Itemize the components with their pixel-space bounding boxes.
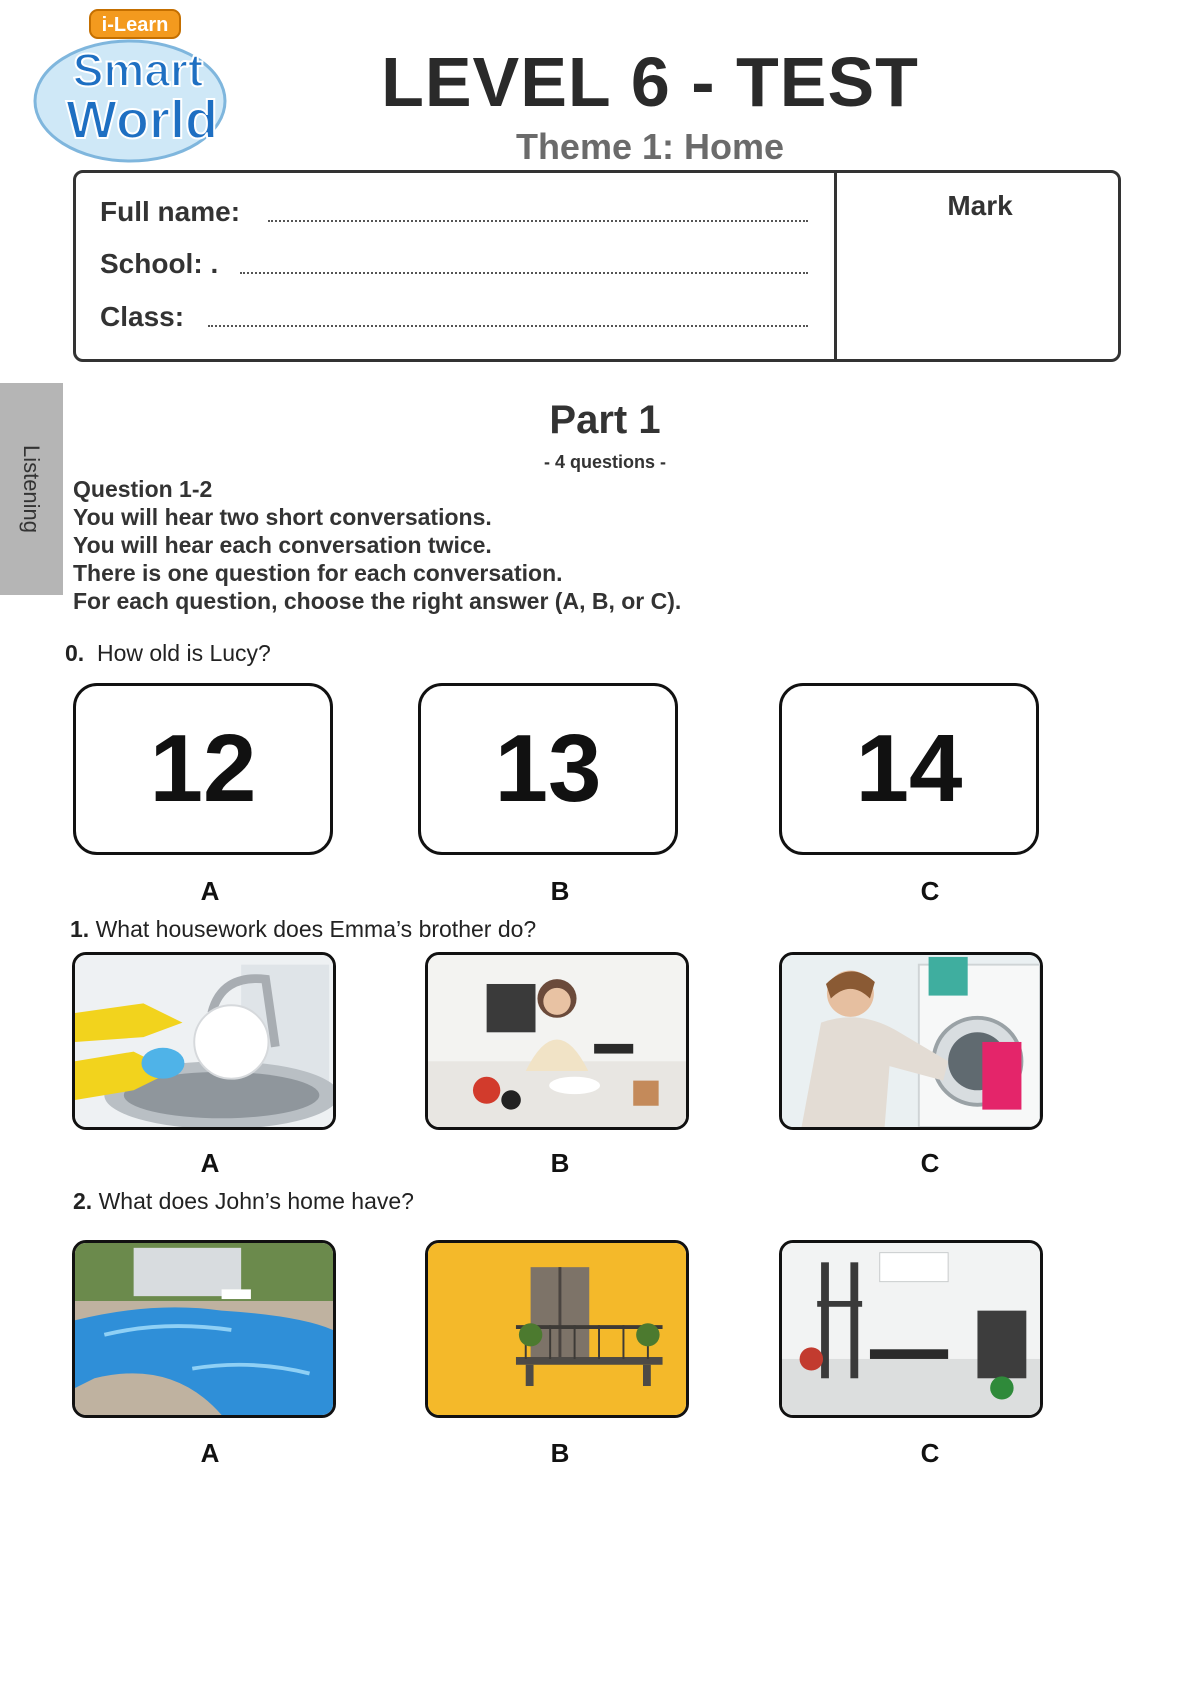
instruction-line: For each question, choose the right answer (A, B, or C). xyxy=(73,588,682,614)
class-label: Class: xyxy=(100,301,185,332)
question-text: What does John’s home have? xyxy=(98,1188,414,1214)
page-title: LEVEL 6 - TEST xyxy=(381,43,919,121)
instruction-line: You will hear two short conversations. xyxy=(73,504,492,530)
school-label: School: . xyxy=(100,248,219,279)
instructions-heading: Question 1-2 xyxy=(73,476,213,502)
part-subtitle: - 4 questions - xyxy=(543,452,666,472)
cooking-image[interactable] xyxy=(425,952,689,1130)
mark-label: Mark xyxy=(947,190,1013,221)
question-number: 2. xyxy=(73,1188,93,1214)
option-a-letter: A xyxy=(200,876,220,906)
info-box-divider xyxy=(834,170,837,362)
doing-laundry-image[interactable] xyxy=(779,952,1043,1130)
balcony-image[interactable] xyxy=(425,1240,689,1418)
school-field[interactable] xyxy=(240,272,808,274)
full-name-field[interactable] xyxy=(268,220,808,222)
option-b-letter: B xyxy=(550,1148,570,1178)
option-b-letter: B xyxy=(550,1438,570,1468)
instruction-line: You will hear each conversation twice. xyxy=(73,532,492,558)
option-a-letter: A xyxy=(200,1148,220,1178)
part-title: Part 1 xyxy=(549,398,661,442)
question-number: 0. xyxy=(65,640,85,666)
option-a-letter: A xyxy=(200,1438,220,1468)
logo-ilearn-text: i-Learn xyxy=(101,14,169,36)
side-tab-label: Listening xyxy=(19,444,44,534)
gym-image[interactable] xyxy=(779,1240,1043,1418)
logo-world-text: World xyxy=(66,90,218,150)
swimming-pool-image[interactable] xyxy=(72,1240,336,1418)
question-0 xyxy=(65,640,271,667)
listening-side-tab xyxy=(0,383,63,595)
logo-smart-text: Smart xyxy=(72,44,204,96)
option-c-box[interactable]: 14 xyxy=(779,683,1039,855)
option-b-box[interactable]: 13 xyxy=(418,683,678,855)
instruction-line: There is one question for each conversation. xyxy=(73,560,563,586)
option-c-letter: C xyxy=(920,876,940,906)
option-c-letter: C xyxy=(920,1148,940,1178)
question-1 xyxy=(70,916,536,943)
class-field[interactable] xyxy=(208,325,808,327)
page-subtitle: Theme 1: Home xyxy=(515,126,785,167)
smart-world-logo xyxy=(30,6,245,166)
full-name-label: Full name: xyxy=(100,196,241,227)
question-text: What housework does Emma’s brother do? xyxy=(95,916,537,942)
washing-dishes-image[interactable] xyxy=(72,952,336,1130)
question-2 xyxy=(73,1188,414,1215)
option-b-letter: B xyxy=(550,876,570,906)
option-a-box[interactable]: 12 xyxy=(73,683,333,855)
option-c-letter: C xyxy=(920,1438,940,1468)
question-number: 1. xyxy=(70,916,90,942)
question-text: How old is Lucy? xyxy=(96,640,271,666)
